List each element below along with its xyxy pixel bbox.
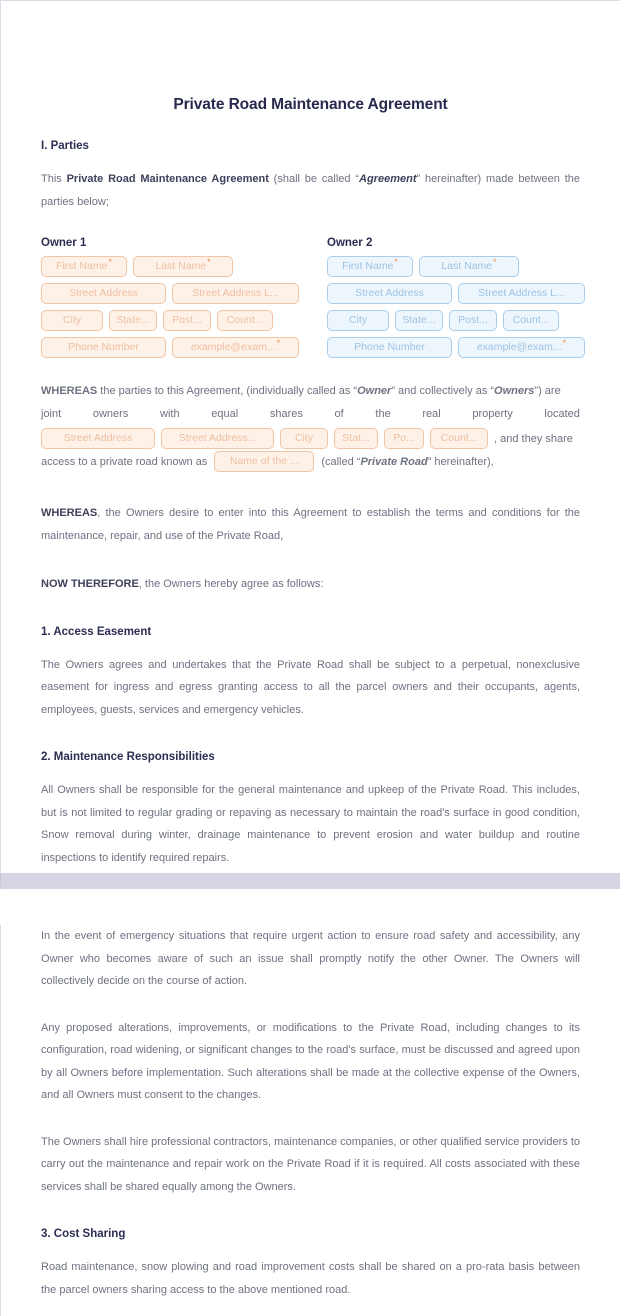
- owner-1-city-row: [41, 310, 299, 331]
- owner-1-block: [41, 237, 299, 364]
- owner-2-street-row: [327, 283, 585, 304]
- intro-paragraph: [41, 168, 580, 213]
- section-body-cost-sharing: Road maintenance, snow plowing and road improvement costs shall be shared on a pro-rata basis between the parcel owners sharing access to the above mentioned road.: [41, 1261, 580, 1296]
- whereas-word: owners: [92, 407, 129, 420]
- whereas-word: joint: [41, 407, 62, 420]
- paragraph-contractors: The Owners shall hire professional contractors, maintenance companies, or other qualified service providers to carry out the maintenance and repair work on the Private Road if it is required. All costs associated with these services shall be shared equally among the Owners.: [41, 1135, 580, 1193]
- owner2-street-address-line2-input[interactable]: Street Address L...: [458, 283, 585, 304]
- whereas-word: with: [160, 407, 180, 420]
- term-private-road: Private Road: [360, 455, 428, 468]
- owner-2-contact-row: [327, 337, 585, 358]
- property-postal-input[interactable]: Po...: [384, 428, 424, 449]
- owner2-city-input[interactable]: City: [327, 310, 389, 331]
- required-asterisk-icon: *: [493, 256, 497, 267]
- owner-1-contact-row: [41, 337, 299, 358]
- intro-text-c: (shall be called “: [268, 173, 360, 185]
- required-asterisk-icon: *: [108, 256, 112, 267]
- whereas-text-b: the parties to this Agreement, (individually called as “: [97, 385, 358, 397]
- whereas-text-d: ” and collectively as “: [391, 385, 495, 397]
- owner1-email-placeholder: example@exam...: [190, 341, 276, 353]
- property-street-address-input[interactable]: Street Address: [41, 428, 155, 449]
- whereas-word: equal: [211, 407, 239, 420]
- whereas-word: the: [375, 407, 391, 420]
- owner1-state-input[interactable]: State...: [109, 310, 157, 331]
- owner1-first-name-input[interactable]: [41, 256, 127, 277]
- section-heading-cost-sharing: 3. Cost Sharing: [41, 1228, 126, 1240]
- whereas-after-address-text: , and they share: [494, 432, 573, 445]
- whereas-desire-lead: WHEREAS: [41, 507, 98, 519]
- required-asterisk-icon: *: [562, 337, 567, 348]
- owner2-country-input[interactable]: Count...: [503, 310, 559, 331]
- whereas-desire-text: , the Owners desire to enter into this Agreement to establish the terms and conditions for the maintenance, repair, and use of the Private Road,: [41, 507, 580, 542]
- section-heading-maintenance-responsibilities: 2. Maintenance Responsibilities: [41, 751, 215, 763]
- section-body-maintenance-responsibilities: All Owners shall be responsible for the general maintenance and upkeep of the Private Road. This includes, but is not limited to regular grading or repaving as necessary to maintain the road's surface in good condition, Snow removal during winter, drainage maintenance to prevent erosion and water buildup and routine inspections to identify required repairs.: [41, 784, 580, 864]
- whereas-desire-paragraph: [41, 502, 580, 547]
- owner-2-block: [327, 237, 585, 364]
- now-therefore-lead: NOW THEREFORE: [41, 578, 139, 590]
- owner1-street-address-line2-input[interactable]: Street Address L...: [172, 283, 299, 304]
- owner1-city-input[interactable]: City: [41, 310, 103, 331]
- section-body-access-easement: The Owners agrees and undertakes that the Private Road shall be subject to a perpetual, nonexclusive easement for ingress and egress granting access to all the parcel owners and their occupants, agents, employees, guests, services and emergency vehicles.: [41, 658, 580, 716]
- property-street-address-line2-input[interactable]: Street Address...: [161, 428, 274, 449]
- required-asterisk-icon: *: [276, 337, 281, 348]
- whereas-lead: WHEREAS: [41, 385, 98, 397]
- road-called-text: (called “: [321, 455, 361, 468]
- owner2-postal-input[interactable]: Post...: [449, 310, 497, 331]
- owner-1-name-row: [41, 256, 299, 277]
- owner2-state-input[interactable]: State...: [395, 310, 443, 331]
- whereas-term-owner: Owner: [357, 385, 392, 397]
- owner1-phone-input[interactable]: Phone Number: [41, 337, 166, 358]
- owner2-email-placeholder: example@exam...: [476, 341, 562, 353]
- required-asterisk-icon: *: [394, 256, 398, 267]
- paragraph-emergency-situations: In the event of emergency situations that require urgent action to ensure road safety and accessibility, any Owner who becomes aware of such an issue shall promptly notify the other Owner. The Owners will collectively decide on the course of action.: [41, 930, 580, 987]
- owner-2-label: Owner 2: [327, 237, 373, 249]
- whereas-text-f: ”) are: [534, 385, 561, 397]
- whereas-line-1: [41, 380, 580, 403]
- owner1-first-name-placeholder: First Name: [56, 260, 108, 272]
- owner1-country-input[interactable]: Count...: [217, 310, 273, 331]
- owner2-last-name-input[interactable]: [419, 256, 519, 277]
- document-page-2: [0, 925, 620, 1316]
- now-therefore-paragraph: [41, 573, 580, 596]
- owner-2-city-row: [327, 310, 585, 331]
- road-hereinafter-text: ” hereinafter),: [427, 455, 494, 468]
- section-heading-access-easement: 1. Access Easement: [41, 625, 152, 638]
- owner2-first-name-placeholder: First Name: [342, 260, 394, 272]
- road-label-text: access to a private road known as: [41, 455, 208, 468]
- page-separator: [0, 873, 620, 889]
- now-therefore-text: , the Owners hereby agree as follows:: [138, 578, 324, 590]
- intro-text-a: This: [41, 173, 67, 185]
- owners-section: [41, 237, 580, 364]
- property-state-input[interactable]: Stat...: [334, 428, 378, 449]
- whereas-word: of: [334, 407, 344, 420]
- owner1-last-name-input[interactable]: [133, 256, 233, 277]
- owner1-last-name-placeholder: Last Name: [155, 260, 207, 272]
- owner2-last-name-placeholder: Last Name: [441, 260, 493, 272]
- owner-1-label: Owner 1: [41, 237, 87, 249]
- whereas-property-paragraph: [41, 380, 580, 472]
- property-address-row: [41, 428, 580, 449]
- whereas-word: shares: [269, 407, 303, 420]
- whereas-word: property: [472, 407, 513, 420]
- owner1-email-input[interactable]: [172, 337, 299, 358]
- owner-2-name-row: [327, 256, 585, 277]
- owner1-street-address-input[interactable]: Street Address: [41, 283, 166, 304]
- property-city-input[interactable]: City: [280, 428, 328, 449]
- owner-1-street-row: [41, 283, 299, 304]
- intro-agreement-term: Agreement: [359, 173, 417, 185]
- private-road-name-input[interactable]: Name of the ...: [214, 451, 314, 472]
- property-country-input[interactable]: Count...: [430, 428, 488, 449]
- owner2-phone-input[interactable]: Phone Number: [327, 337, 452, 358]
- intro-agreement-name: Private Road Maintenance Agreement: [66, 173, 269, 185]
- intro-text-e: ” hereinafter) made between the parties below;: [41, 173, 580, 208]
- paragraph-alterations: Any proposed alterations, improvements, or modifications to the Private Road, including changes to its configuration, road widening, or significant changes to the road's surface, must be discussed and agreed upon by all Owners before implementation. Such alterations shall be made at the collective expense of the Owners, and all Owners must consent to the changes.: [41, 1021, 580, 1101]
- page-title: Private Road Maintenance Agreement: [173, 96, 448, 113]
- owner2-street-address-input[interactable]: Street Address: [327, 283, 452, 304]
- owner2-first-name-input[interactable]: [327, 256, 413, 277]
- whereas-word: located: [544, 407, 580, 420]
- whereas-word: real: [422, 407, 441, 420]
- owner2-email-input[interactable]: [458, 337, 585, 358]
- private-road-name-row: [41, 451, 580, 472]
- whereas-term-owners: Owners: [494, 385, 535, 397]
- required-asterisk-icon: *: [207, 256, 211, 267]
- whereas-line-2: [41, 403, 580, 426]
- section-heading-parties: I. Parties: [41, 140, 89, 152]
- owner1-postal-input[interactable]: Post...: [163, 310, 211, 331]
